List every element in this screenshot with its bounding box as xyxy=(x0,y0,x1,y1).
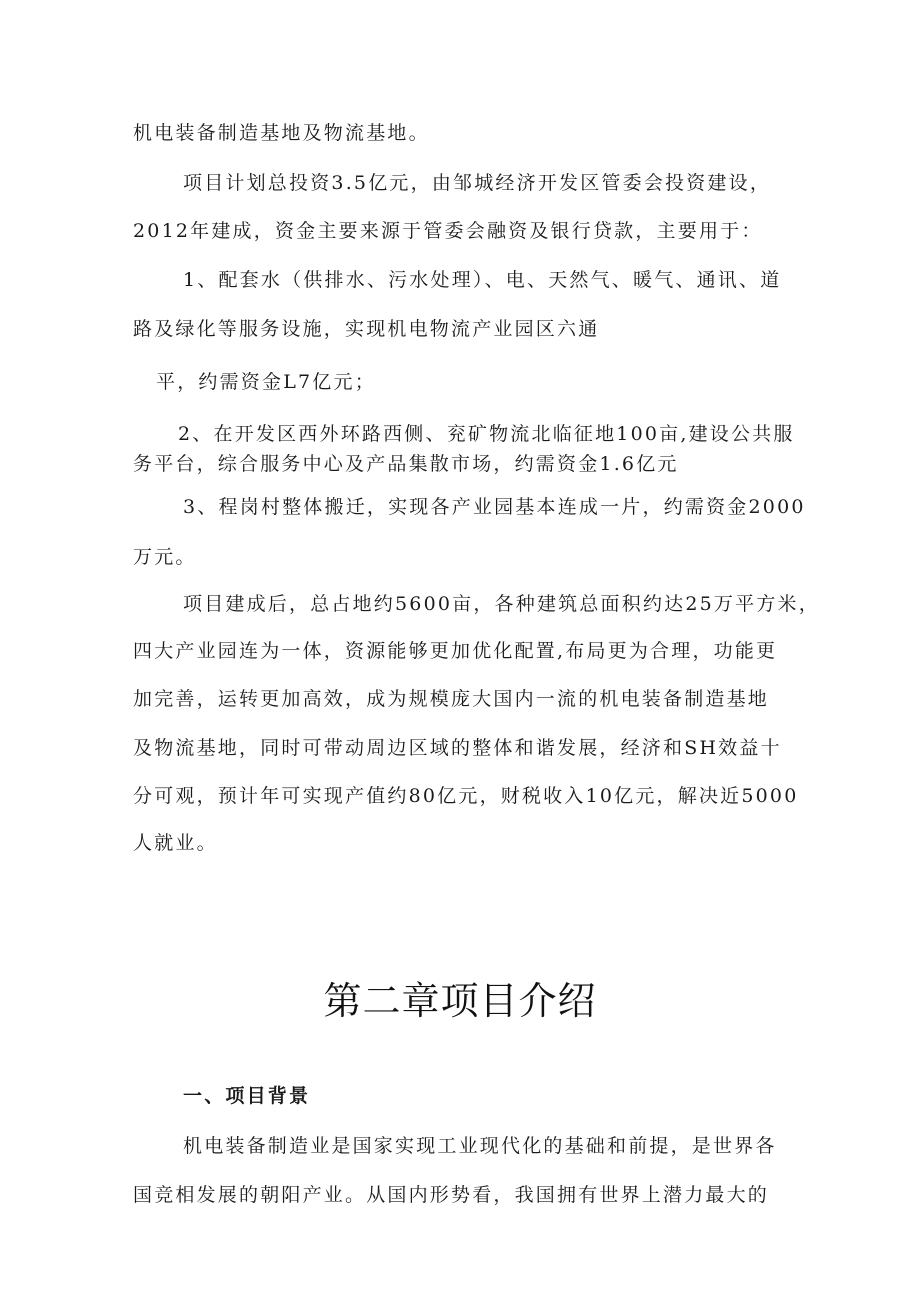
chapter-title: 第二章项目介绍 xyxy=(323,979,597,1023)
paragraph-line: 机电装备制造基地及物流基地。 xyxy=(133,122,430,144)
paragraph-line: 2、在开发区西外环路西侧、兖矿物流北临征地100亩,建设公共服 xyxy=(178,423,795,445)
paragraph-line: 万元。 xyxy=(133,546,197,568)
section-title: 一、项目背景 xyxy=(183,1085,311,1107)
paragraph-line: 国竞相发展的朝阳产业。从国内形势看，我国拥有世界上潜力最大的 xyxy=(133,1184,770,1206)
paragraph-line: 平，约需资金L7亿元； xyxy=(156,371,376,393)
paragraph-line: 及物流基地，同时可带动周边区域的整体和谐发展，经济和SH效益十 xyxy=(133,737,782,759)
paragraph-line: 分可观，预计年可实现产值约80亿元，财税收入10亿元，解决近5000 xyxy=(133,785,799,807)
paragraph-line: 四大产业园连为一体，资源能够更加优化配置,布局更为合理，功能更 xyxy=(133,640,778,662)
paragraph-line: 务平台，综合服务中心及产品集散市场，约需资金1.6亿元 xyxy=(133,453,679,475)
paragraph-line: 机电装备制造业是国家实现工业现代化的基础和前提，是世界各 xyxy=(183,1135,777,1157)
paragraph-line: 2012年建成，资金主要来源于管委会融资及银行贷款，主要用于： xyxy=(133,220,763,242)
paragraph-line: 项目建成后，总占地约5600亩，各种建筑总面积约达25万平方米， xyxy=(183,593,820,615)
paragraph-line: 1、配套水（供排水、污水处理）、电、天然气、暖气、通讯、道 xyxy=(183,269,782,291)
paragraph-line: 3、程岗村整体搬迁，实现各产业园基本连成一片，约需资金2000 xyxy=(183,496,806,518)
paragraph-line: 路及绿化等服务设施，实现机电物流产业园区六通 xyxy=(133,318,600,340)
paragraph-line: 人就业。 xyxy=(133,832,218,854)
paragraph-line: 项目计划总投资3.5亿元，由邹城经济开发区管委会投资建设， xyxy=(183,172,772,194)
paragraph-line: 加完善，运转更加高效，成为规模庞大国内一流的机电装备制造基地 xyxy=(133,688,770,710)
